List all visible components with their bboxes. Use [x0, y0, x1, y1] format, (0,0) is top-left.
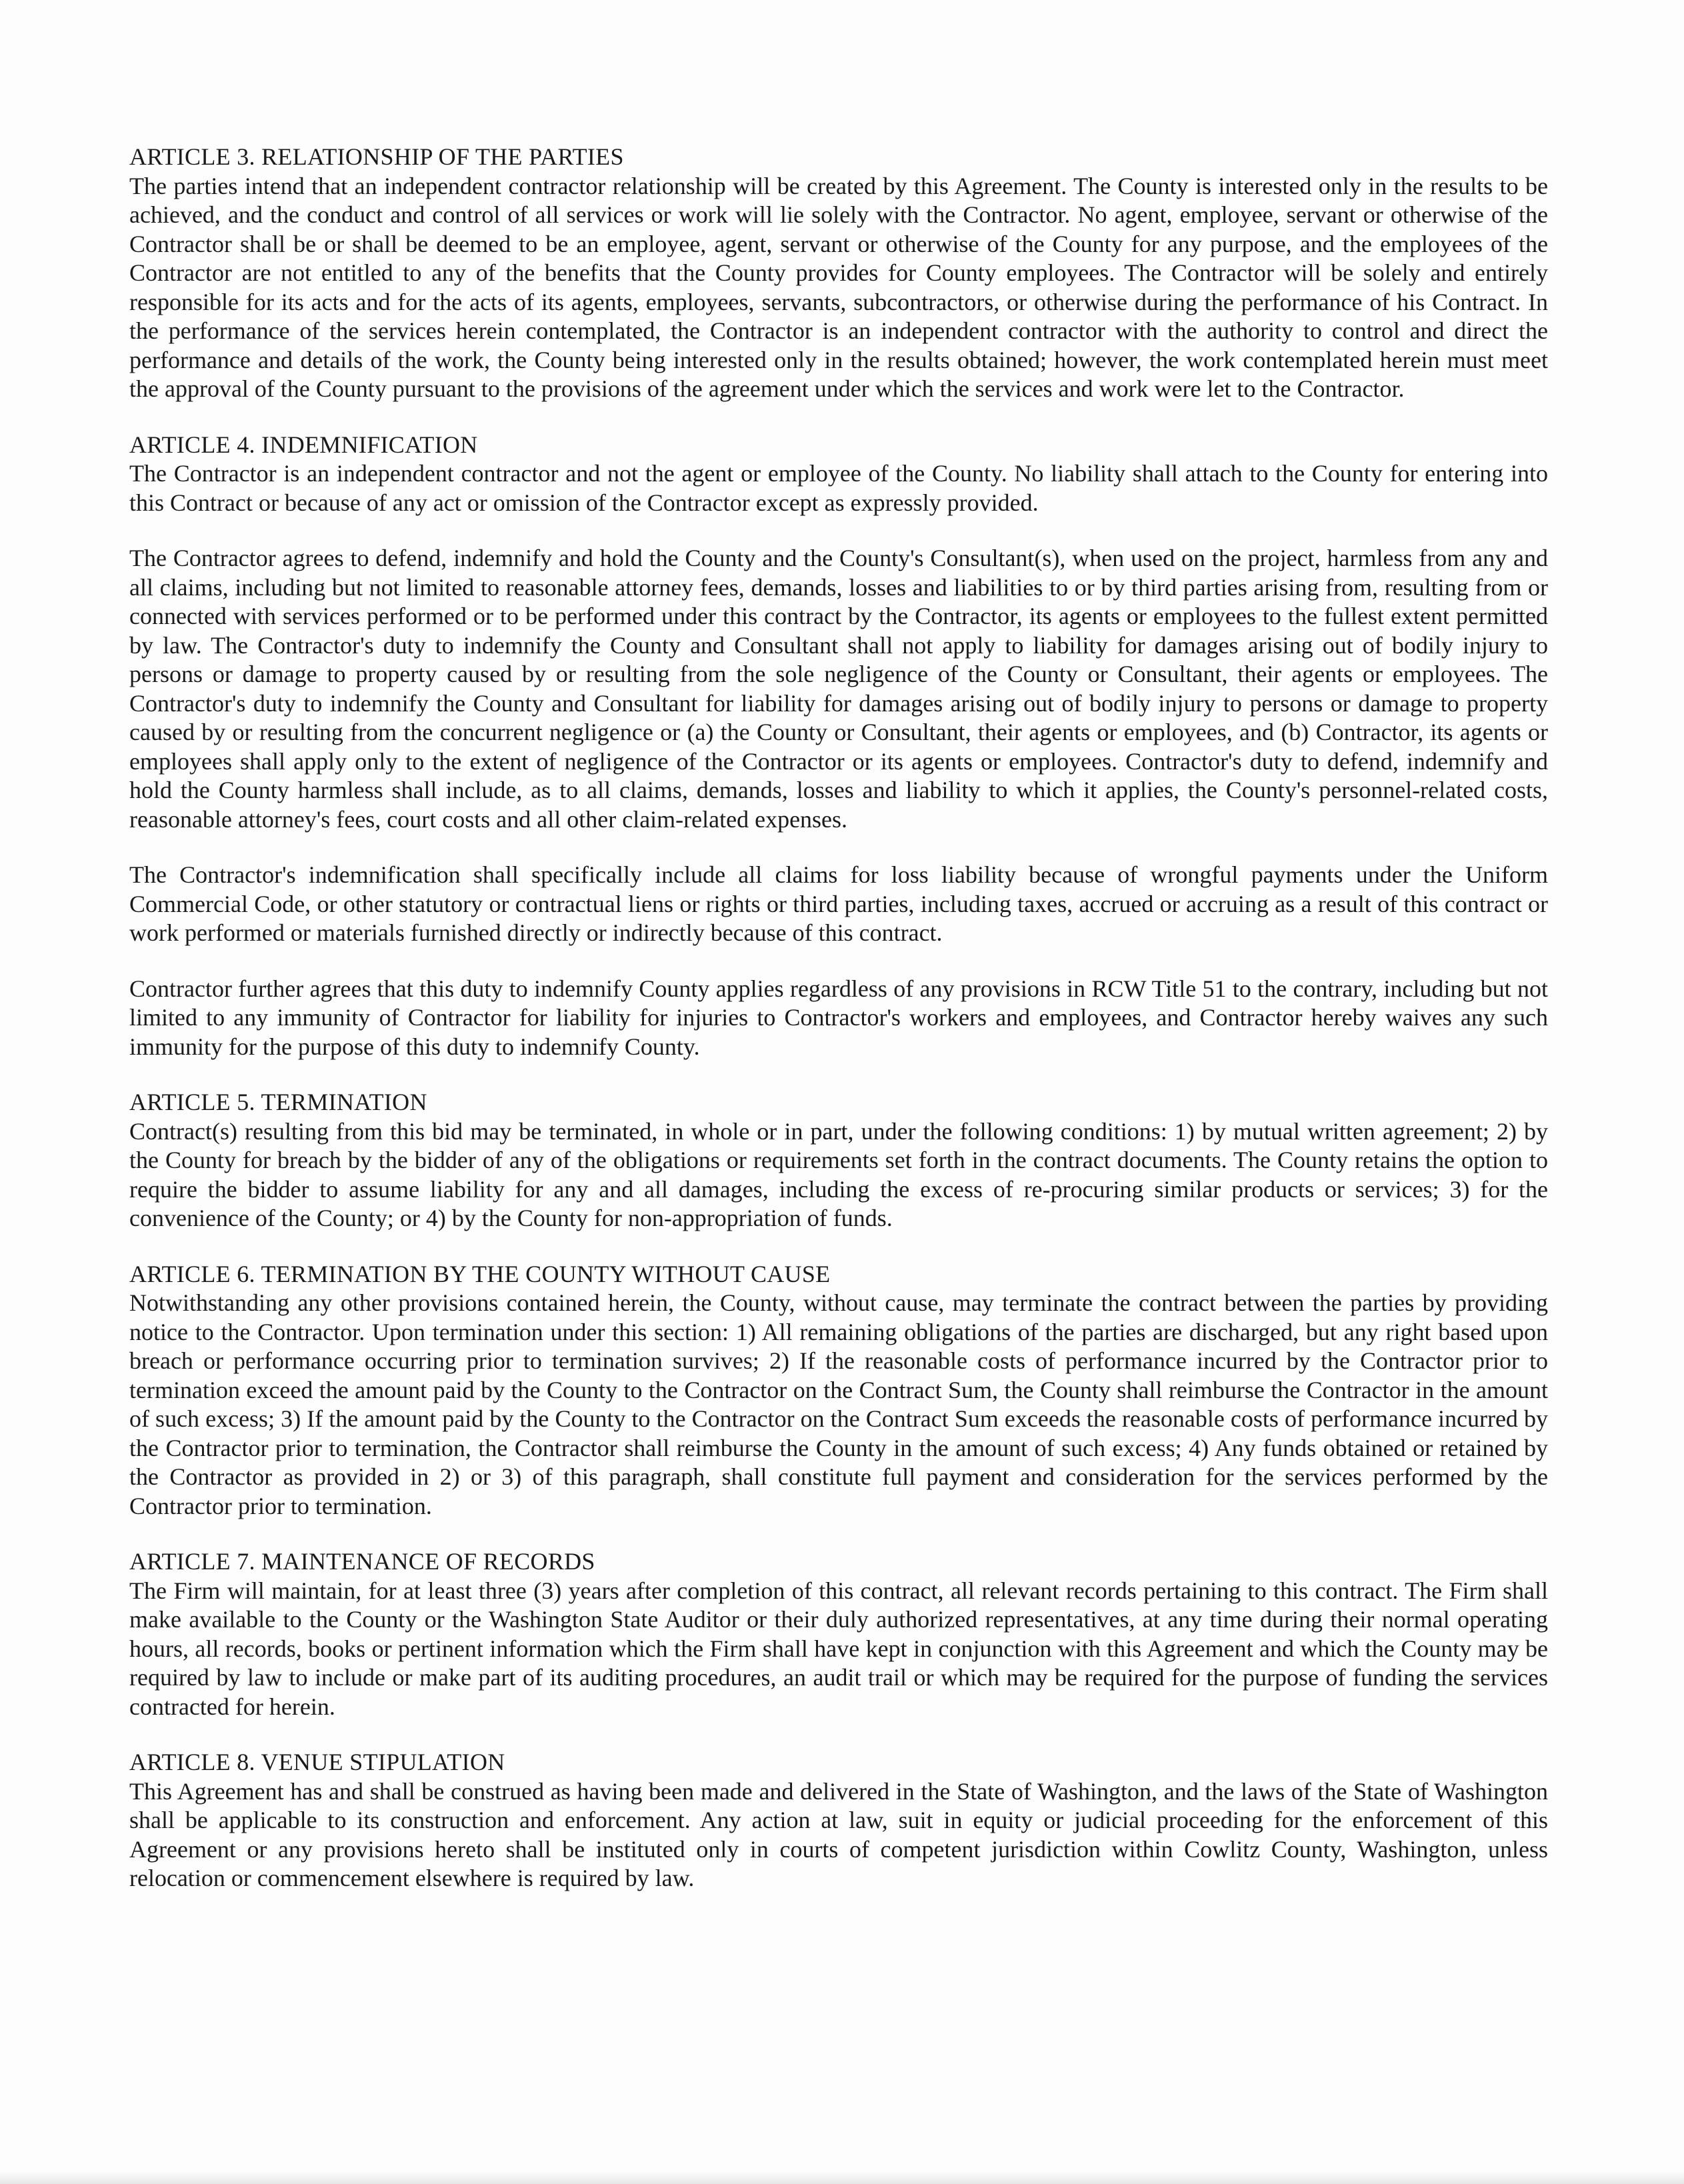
article-heading: ARTICLE 8. VENUE STIPULATION: [129, 1749, 505, 1775]
article-5-termination: [129, 1088, 1548, 1233]
scan-edge: [0, 2172, 1684, 2184]
article-paragraph: The Contractor's indemnification shall specifically include all claims for loss liability because of wrongful payments under the Uniform Commercial Code, or other statutory or contractual liens or rights or third parties, including taxes, accrued or accruing as a result of this contract or work performed or materials furnished directly or indirectly because of this contract.: [129, 861, 1548, 946]
article-paragraph: The parties intend that an independent contractor relationship will be created by this Agreement. The County is interested only in the results to be achieved, and the conduct and control of all services or work will lie solely with the Contractor. No agent, employee, servant or otherwise of the Contractor shall be or shall be deemed to be an employee, agent, servant or otherwise of the County for any purpose, and the employees of the Contractor are not entitled to any of the benefits that the County provides for County employees. The Contractor will be solely and entirely responsible for its acts and for the acts of its agents, employees, servants, subcontractors, or otherwise during the performance of his Contract. In the performance of the services herein contemplated, the Contractor is an independent contractor with the authority to control and direct the performance and details of the work, the County being interested only in the results obtained; however, the work contemplated herein must meet the approval of the County pursuant to the provisions of the agreement under which the services and work were let to the Contractor.: [129, 172, 1548, 402]
article-7-maintenance-of-records: [129, 1547, 1548, 1721]
article-heading: ARTICLE 6. TERMINATION BY THE COUNTY WITHOUT CAUSE: [129, 1260, 831, 1287]
article-paragraph: The Firm will maintain, for at least three (3) years after completion of this contract, all relevant records pertaining to this contract. The Firm shall make available to the County or the Washington State Auditor or their duly authorized representatives, at any time during their normal operating hours, all records, books or pertinent information which the Firm shall have kept in conjunction with this Agreement and which the County may be required by law to include or make part of its auditing procedures, an audit trail or which may be required for the purpose of funding the services contracted for herein.: [129, 1577, 1548, 1720]
article-paragraph: The Contractor agrees to defend, indemnify and hold the County and the County's Consultant(s), when used on the project, harmless from any and all claims, including but not limited to reasonable attorney fees, demands, losses and liabilities to or by third parties arising from, resulting from or connected with services performed or to be performed under this contract by the Contractor, its agents or employees to the fullest extent permitted by law. The Contractor's duty to indemnify the County and Consultant shall not apply to liability for damages arising out of bodily injury to persons or damage to property caused by or resulting from the sole negligence of the County or Consultant, their agents or employees. The Contractor's duty to indemnify the County and Consultant for liability for damages arising out of bodily injury to persons or damage to property caused by or resulting from the concurrent negligence or (a) the County or Consultant, their agents or employees, and (b) Contractor, its agents or employees shall apply only to the extent of negligence of the Contractor or its agents or employees. Contractor's duty to defend, indemnify and hold the County harmless shall include, as to all claims, demands, losses and liability to which it applies, the County's personnel-related costs, reasonable attorney's fees, court costs and all other claim-related expenses.: [129, 545, 1548, 833]
article-heading: ARTICLE 7. MAINTENANCE OF RECORDS: [129, 1548, 595, 1575]
article-paragraph: Contractor further agrees that this duty to indemnify County applies regardless of any provisions in RCW Title 51 to the contrary, including but not limited to any immunity of Contractor for liability for injuries to Contractor's workers and employees, and Contractor hereby waives any such immunity for the purpose of this duty to indemnify County.: [129, 975, 1548, 1060]
article-6-termination-without-cause: [129, 1260, 1548, 1521]
article-heading: ARTICLE 3. RELATIONSHIP OF THE PARTIES: [129, 143, 624, 170]
document-body: [129, 143, 1548, 1920]
article-8-venue-stipulation: [129, 1748, 1548, 1893]
article-4-indemnification: [129, 431, 1548, 1062]
article-paragraph: This Agreement has and shall be construed as having been made and delivered in the State of Washington, and the laws of the State of Washington shall be applicable to its construction and enforcement. Any action at law, suit in equity or judicial proceeding for the enforcement of this Agreement or any provisions hereto shall be instituted only in courts of competent jurisdiction within Cowlitz County, Washington, unless relocation or commencement elsewhere is required by law.: [129, 1777, 1548, 1891]
article-paragraph: Notwithstanding any other provisions contained herein, the County, without cause, may terminate the contract between the parties by providing notice to the Contractor. Upon termination under this section: 1) All remaining obligations of the parties are discharged, but any right based upon breach or performance occurring prior to termination survives; 2) If the reasonable costs of performance incurred by the Contractor prior to termination exceed the amount paid by the County to the Contractor on the Contract Sum, the County shall reimburse the Contractor in the amount of such excess; 3) If the amount paid by the County to the Contractor on the Contract Sum exceeds the reasonable costs of performance incurred by the Contractor prior to termination, the Contractor shall reimburse the County in the amount of such excess; 4) Any funds obtained or retained by the Contractor as provided in 2) or 3) of this paragraph, shall constitute full payment and consideration for the services performed by the Contractor prior to termination.: [129, 1289, 1548, 1519]
article-paragraph: The Contractor is an independent contractor and not the agent or employee of the County. No liability shall attach to the County for entering into this Contract or because of any act or omission of the Contractor except as expressly provided.: [129, 460, 1548, 516]
article-3-relationship: [129, 143, 1548, 404]
article-paragraph: Contract(s) resulting from this bid may be terminated, in whole or in part, under the following conditions: 1) by mutual written agreement; 2) by the County for breach by the bidder of any of the obligations or requirements set forth in the contract documents. The County retains the option to require the bidder to assume liability for any and all damages, including the excess of re-procuring similar products or services; 3) for the convenience of the County; or 4) by the County for non-appropriation of funds.: [129, 1117, 1548, 1231]
article-heading: ARTICLE 5. TERMINATION: [129, 1089, 427, 1115]
article-heading: ARTICLE 4. INDEMNIFICATION: [129, 431, 478, 458]
